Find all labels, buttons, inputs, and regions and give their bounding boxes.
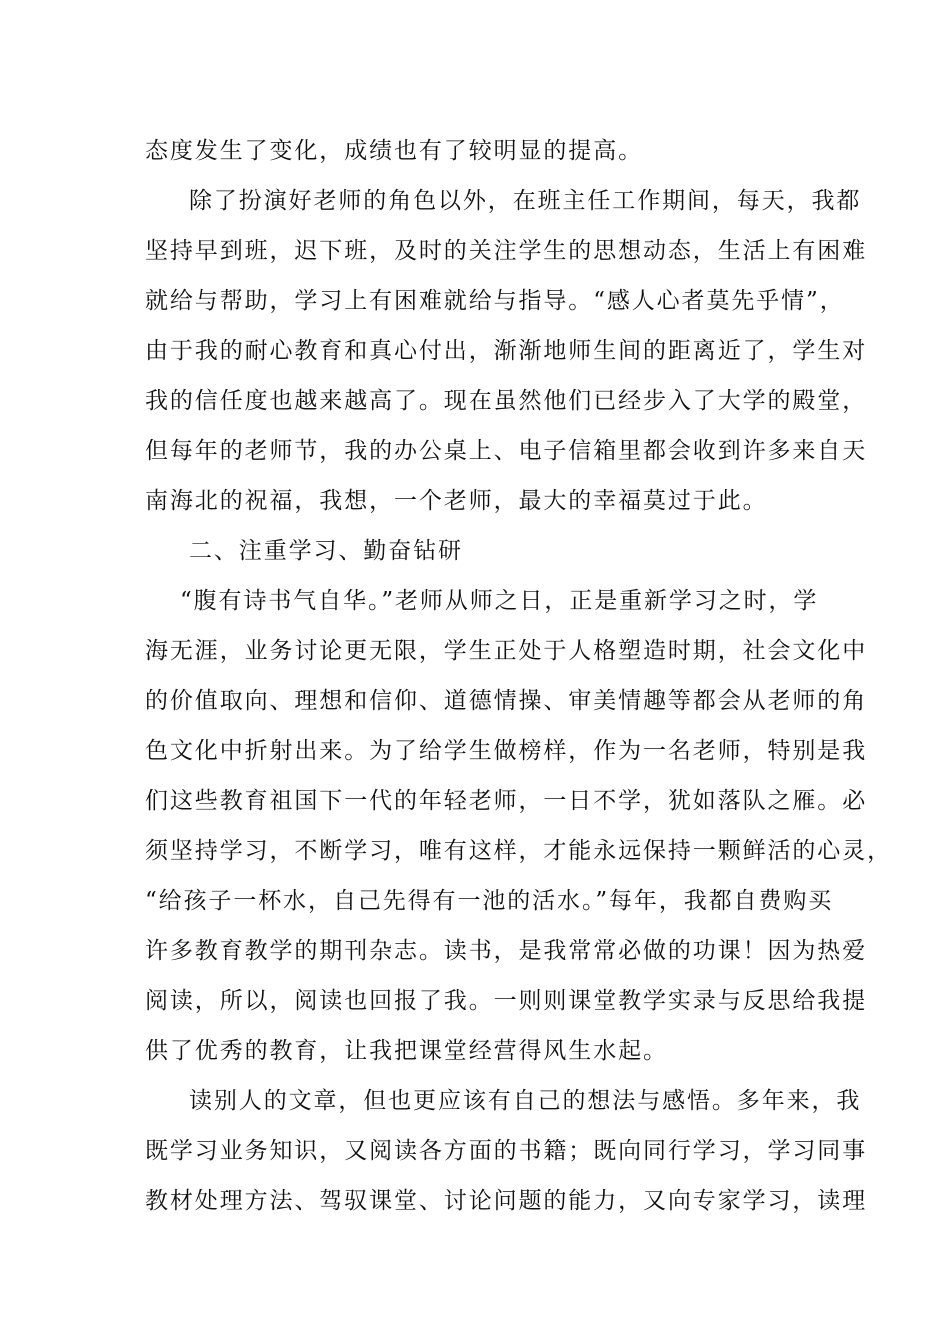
text-line: 的价值取向、理想和信仰、道德情操、审美情趣等都会从老师的角 [145,688,868,714]
text-line: 阅读，所以，阅读也回报了我。一则则课堂教学实录与反思给我提 [145,988,868,1014]
text-line: 供了优秀的教育，让我把课堂经营得风生水起。 [145,1038,668,1064]
paragraph-start-line: 除了扮演好老师的角色以外，在班主任工作期间，每天，我都 [189,188,862,214]
text-line: 南海北的祝福，我想，一个老师，最大的幸福莫过于此。 [145,488,768,514]
text-line: “给孩子一杯水，自己先得有一池的活水。”每年，我都自费购买 [145,888,834,914]
paragraph-start-line: 读别人的文章，但也更应该有自己的想法与感悟。多年来，我 [189,1088,862,1114]
text-line: 但每年的老师节，我的办公桌上、电子信箱里都会收到许多来自天 [145,438,868,464]
text-line: 既学习业务知识，又阅读各方面的书籍；既向同行学习，学习同事 [145,1138,868,1164]
text-line: 态度发生了变化，成绩也有了较明显的提高。 [145,138,643,164]
text-line: 许多教育教学的期刊杂志。读书，是我常常必做的功课！因为热爱 [145,938,868,964]
text-line: 我的信任度也越来越高了。现在虽然他们已经步入了大学的殿堂， [145,388,868,414]
text-line: 教材处理方法、驾驭课堂、讨论问题的能力，又向专家学习，读理 [145,1188,868,1214]
text-line: 坚持早到班，迟下班，及时的关注学生的思想动态，生活上有困难 [145,238,868,264]
section-heading: 二、注重学习、勤奋钻研 [189,538,463,564]
text-line: 须坚持学习，不断学习，唯有这样，才能永远保持一颗鲜活的心灵， [145,838,892,864]
text-line: 海无涯，业务讨论更无限，学生正处于人格塑造时期，社会文化中 [145,638,868,664]
paragraph-start-line: “腹有诗书气自华。”老师从师之日，正是重新学习之时，学 [180,588,819,614]
text-line: 就给与帮助，学习上有困难就给与指导。“感人心者莫先乎情”， [145,288,845,314]
text-line: 色文化中折射出来。为了给学生做榜样，作为一名老师，特别是我 [145,738,868,764]
text-line: 由于我的耐心教育和真心付出，渐渐地师生间的距离近了，学生对 [145,338,868,364]
text-line: 们这些教育祖国下一代的年轻老师，一日不学，犹如落队之雁。必 [145,788,868,814]
